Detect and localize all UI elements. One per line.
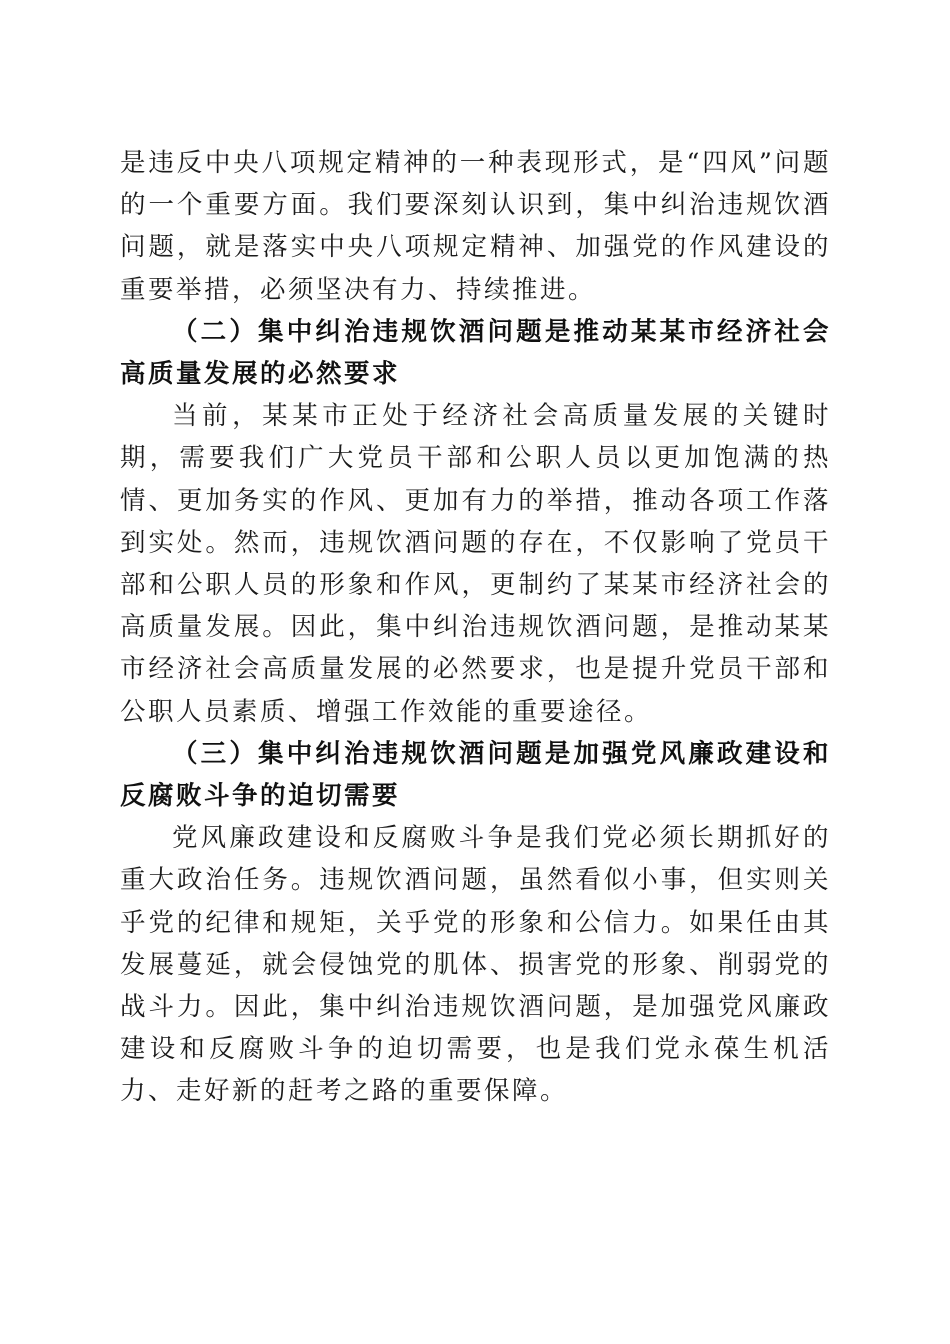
paragraph-section-2: 当前，某某市正处于经济社会高质量发展的关键时期，需要我们广大党员干部和公职人员以更加饱满的热情、更加务实的作风、更加有力的举措，推动各项工作落到实处。然而，违规饮酒问题的存在，不仅影响了党员干部和公职人员的形象和作风，更制约了某某市经济社会的高质量发展。因此，集中纠治违规饮酒问题，是推动某某市经济社会高质量发展的必然要求，也是提升党员干部和公职人员素质、增强工作效能的重要途径。 [120,401,831,727]
paragraph-section-3: 党风廉政建设和反腐败斗争是我们党必须长期抓好的重大政治任务。违规饮酒问题，虽然看似小事，但实则关乎党的纪律和规矩，关乎党的形象和公信力。如果任由其发展蔓延，就会侵蚀党的肌体、损害党的形象、削弱党的战斗力。因此，集中纠治违规饮酒问题，是加强党风廉政建设和反腐败斗争的迫切需要，也是我们党永葆生机活力、走好新的赶考之路的重要保障。 [120,823,831,1107]
document-body [120,142,831,1113]
section-heading-2: （二）集中纠治违规饮酒问题是推动某某市经济社会高质量发展的必然要求 [120,316,831,390]
section-heading-3: （三）集中纠治违规饮酒问题是加强党风廉政建设和反腐败斗争的迫切需要 [120,738,831,812]
paragraph-continued: 是违反中央八项规定精神的一种表现形式，是“四风”问题的一个重要方面。我们要深刻认识到，集中纠治违规饮酒问题，就是落实中央八项规定精神、加强党的作风建设的重要举措，必须坚决有力、持续推进。 [120,148,831,305]
